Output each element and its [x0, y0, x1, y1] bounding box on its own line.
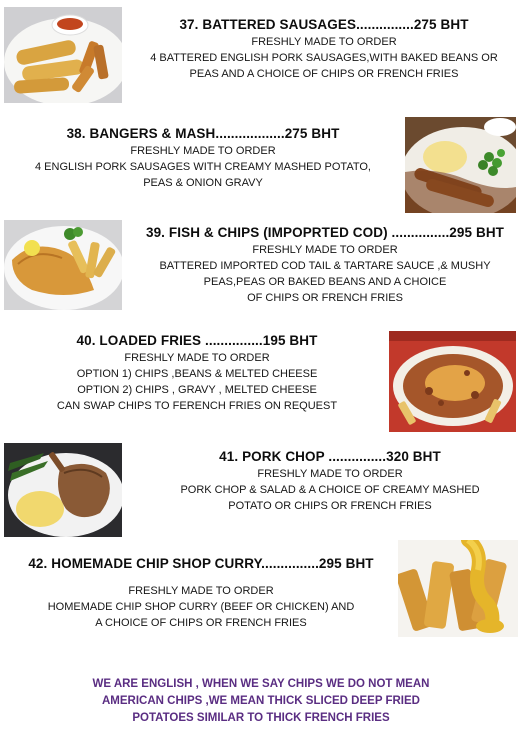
item-desc-line: OPTION 2) CHIPS , GRAVY , MELTED CHEESE: [77, 384, 317, 396]
item-desc-line: FRESHLY MADE TO ORDER: [257, 468, 403, 480]
item-desc-line: PEAS & ONION GRAVY: [143, 177, 263, 189]
item-desc-line: BATTERED IMPORTED COD TAIL & TARTARE SAUCE ,& MUSHY: [159, 260, 491, 272]
menu-item-37: [130, 17, 518, 82]
item-desc-line: A CHOICE OF CHIPS OR FRENCH FRIES: [95, 617, 307, 629]
item-desc-line: HOMEMADE CHIP SHOP CURRY (BEEF OR CHICKEN) AND: [47, 601, 355, 613]
item-desc-line: PORK CHOP & SALAD & A CHOICE OF CREAMY MASHED: [180, 484, 480, 496]
menu-item-39: [128, 225, 522, 306]
item-title: 39. FISH & CHIPS (IMPOPRTED COD) ...............295 BHT: [145, 225, 505, 240]
pork-chop-photo: [4, 443, 122, 537]
item-desc-line: FRESHLY MADE TO ORDER: [252, 244, 398, 256]
item-desc-line: 4 ENGLISH PORK SAUSAGES WITH CREAMY MASHED POTATO,: [35, 161, 371, 173]
item-title: 40. LOADED FRIES ...............195 BHT: [76, 333, 318, 348]
item-desc-line: PEAS,PEAS OR BAKED BEANS AND A CHOICE: [203, 276, 447, 288]
item-title: 38. BANGERS & MASH..................275 BHT: [66, 126, 340, 141]
item-desc-line: PEAS AND A CHOICE OF CHIPS OR FRENCH FRIES: [189, 68, 459, 80]
note-line: AMERICAN CHIPS ,WE MEAN THICK SLICED DEEP FRIED: [102, 695, 420, 707]
loaded-fries-photo: [389, 331, 516, 432]
chips-explanation-note: [0, 676, 522, 727]
note-line: POTATOES SIMILAR TO THICK FRENCH FRIES: [132, 712, 390, 724]
menu-item-38: [8, 126, 398, 191]
item-desc-line: 4 BATTERED ENGLISH PORK SAUSAGES,WITH BAKED BEANS OR: [150, 52, 498, 64]
menu-item-40: [16, 333, 378, 414]
item-desc-line: FRESHLY MADE TO ORDER: [128, 585, 274, 597]
menu-item-41: [140, 449, 520, 514]
item-desc-line: CAN SWAP CHIPS TO FERENCH FRIES ON REQUEST: [56, 400, 338, 412]
item-desc-line: FRESHLY MADE TO ORDER: [251, 36, 397, 48]
item-desc-line: OPTION 1) CHIPS ,BEANS & MELTED CHEESE: [76, 368, 318, 380]
item-desc-line: POTATO OR CHIPS OR FRENCH FRIES: [228, 500, 432, 512]
menu-item-42: [10, 556, 392, 631]
battered-sausages-photo: [4, 7, 122, 103]
item-title: 42. HOMEMADE CHIP SHOP CURRY...............295 BHT: [28, 556, 374, 571]
chip-shop-curry-photo: [398, 540, 518, 637]
bangers-and-mash-photo: [405, 117, 516, 213]
item-desc-line: OF CHIPS OR FRENCH FRIES: [247, 292, 403, 304]
item-title: 41. PORK CHOP ...............320 BHT: [219, 449, 441, 464]
item-desc-line: FRESHLY MADE TO ORDER: [130, 145, 276, 157]
item-title: 37. BATTERED SAUSAGES...............275 BHT: [179, 17, 469, 32]
note-line: WE ARE ENGLISH , WHEN WE SAY CHIPS WE DO NOT MEAN: [92, 678, 430, 690]
fish-and-chips-photo: [4, 220, 122, 310]
item-desc-line: FRESHLY MADE TO ORDER: [124, 352, 270, 364]
